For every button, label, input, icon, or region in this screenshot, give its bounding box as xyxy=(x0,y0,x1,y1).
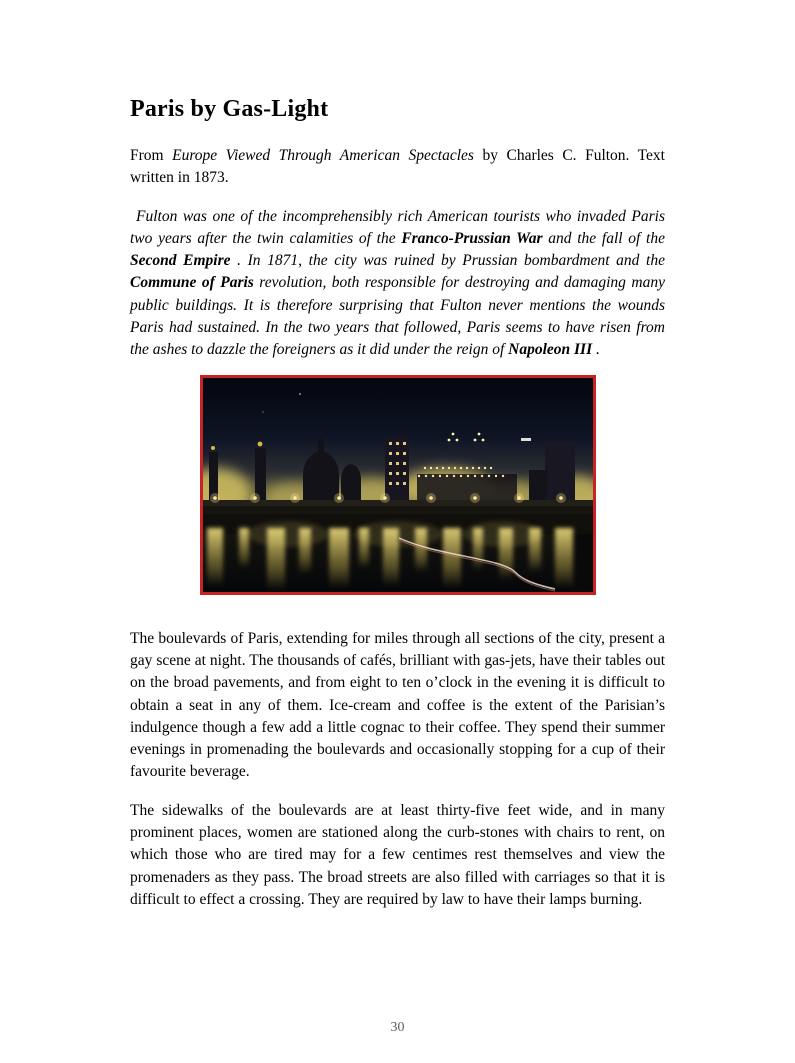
paris-night-scene-art xyxy=(203,378,593,592)
note-segment: revolution, both responsible for destroying and damaging many public buildings. It is therefore surprising that Fulton never mentions the wounds Paris had sustained. In the two years that followed, Paris seems to have risen from the ashes to dazzle the foreigners as it did under the reign of xyxy=(130,274,665,359)
intro-prefix: From xyxy=(130,147,173,164)
note-segment: and the fall of the xyxy=(542,229,665,247)
paris-night-photo xyxy=(200,375,596,595)
editor-note-paragraph xyxy=(130,206,665,362)
note-bold-franco-prussian-war: Franco-Prussian War xyxy=(401,229,543,247)
intro-suffix: by Charles C. Fulton. Text written in 1873. xyxy=(130,147,665,187)
body-paragraph-sidewalks: The sidewalks of the boulevards are at least thirty-five feet wide, and in many prominent places, women are stationed along the curb-stones with chairs to rent, on which those who are tired may for a few centimes rest themselves and view the promenaders as they pass. The broad streets are also filled with carriages so that it is difficult to effect a crossing. They are required by law to have their lamps burning. xyxy=(130,801,665,908)
page-number: 30 xyxy=(390,1020,405,1035)
book-title: Europe Viewed Through American Spectacles xyxy=(172,147,474,164)
note-segment: . In 1871, the city was ruined by Prussian bombardment and the xyxy=(230,252,665,270)
note-segment: . xyxy=(592,341,600,359)
intro-paragraph xyxy=(130,145,665,190)
note-segment: Fulton was one of the incomprehensibly rich American tourists who invaded Paris two years after the twin calamities of the xyxy=(130,207,665,247)
note-bold-napoleon-iii: Napoleon III xyxy=(508,341,593,359)
body-paragraph-boulevards: The boulevards of Paris, extending for miles through all sections of the city, present a gay scene at night. The thousands of cafés, brilliant with gas-jets, have their tables out on the broad pavements, and from eight to ten o’clock in the evening it is difficult to obtain a seat in any of them. Ice-cream and coffee is the extent of the Parisian’s indulgence though a few add a little cognac to their coffee. They spend their summer evenings in promenading the boulevards and occasionally stopping for a cup of their favourite beverage. xyxy=(130,629,665,781)
note-bold-second-empire: Second Empire xyxy=(130,252,231,270)
note-bold-commune-of-paris: Commune of Paris xyxy=(130,274,254,292)
page-title: Paris by Gas-Light xyxy=(130,96,329,122)
